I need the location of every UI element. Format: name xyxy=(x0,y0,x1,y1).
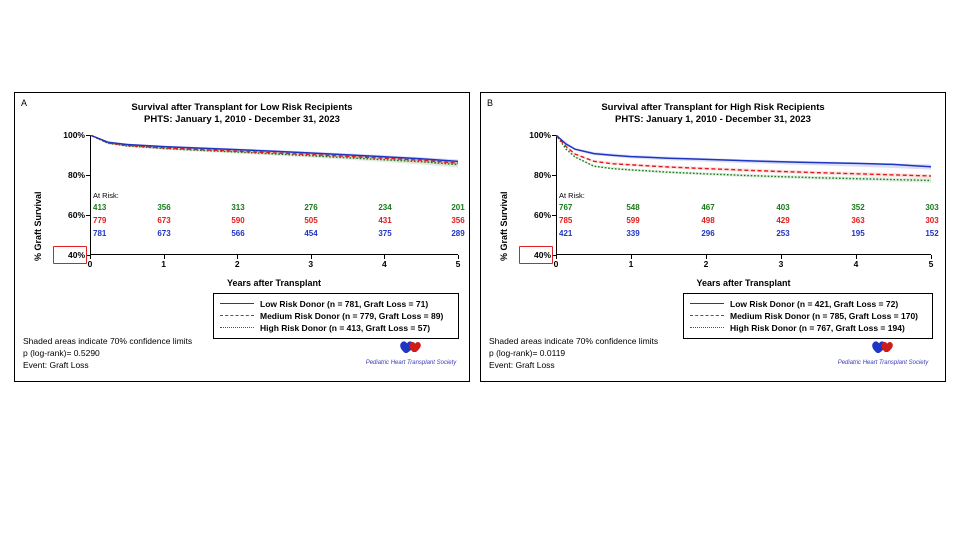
legend-item-medium-risk-donor xyxy=(690,310,925,322)
panel-a-legend xyxy=(213,293,459,339)
at-risk-value: 454 xyxy=(304,229,318,238)
panel-a-ytick-80: 80% xyxy=(67,170,85,180)
panel-b-y-axis-label: % Graft Survival xyxy=(499,191,509,261)
panel-b-x-axis-label: Years after Transplant xyxy=(696,278,791,288)
at-risk-value: 253 xyxy=(776,229,790,238)
panel-b-legend xyxy=(683,293,933,339)
at-risk-value: 363 xyxy=(851,216,865,225)
at-risk-value: 413 xyxy=(93,203,107,212)
panel-a-highlight-40-box xyxy=(53,246,87,264)
panel-b xyxy=(480,92,946,382)
at-risk-value: 599 xyxy=(626,216,640,225)
at-risk-value: 673 xyxy=(157,229,171,238)
at-risk-value: 352 xyxy=(851,203,865,212)
panel-b-curves xyxy=(556,135,931,255)
panel-b-ytick-40: 40% xyxy=(533,250,551,260)
panel-a-title-line1: Survival after Transplant for Low Risk Recipients xyxy=(131,102,353,113)
panel-b-title-line2: PHTS: January 1, 2010 - December 31, 2023 xyxy=(615,114,811,125)
panel-b-at-risk-label: At Risk: xyxy=(559,191,585,200)
footnote-shaded-areas: Shaded areas indicate 70% confidence limits xyxy=(23,336,193,346)
at-risk-value: 498 xyxy=(701,216,715,225)
panel-a-xtick-3: 3 xyxy=(308,259,314,269)
footnote-p-value: p (log-rank)= 0.5290 xyxy=(23,348,100,358)
at-risk-value: 289 xyxy=(451,229,465,238)
panel-a-at-risk-label: At Risk: xyxy=(93,191,119,200)
panel-b-highlight-40-box xyxy=(519,246,553,264)
at-risk-value: 779 xyxy=(93,216,107,225)
at-risk-value: 339 xyxy=(626,229,640,238)
phts-logo-text: Pediatric Heart Transplant Society xyxy=(837,360,929,366)
legend-label: Medium Risk Donor (n = 779, Graft Loss = 89) xyxy=(260,311,444,321)
panel-b-ytick-80: 80% xyxy=(533,170,551,180)
legend-label: Low Risk Donor (n = 781, Graft Loss = 71) xyxy=(260,299,429,309)
at-risk-value: 673 xyxy=(157,216,171,225)
panel-b-title-line1: Survival after Transplant for High Risk Recipients xyxy=(601,102,825,113)
legend-label: Low Risk Donor (n = 421, Graft Loss = 72) xyxy=(730,299,899,309)
at-risk-value: 195 xyxy=(851,229,865,238)
panel-b-xtick-1: 1 xyxy=(628,259,634,269)
legend-item-high-risk-donor xyxy=(220,322,451,334)
panel-b-letter: B xyxy=(487,98,494,108)
legend-item-high-risk-donor xyxy=(690,322,925,334)
panel-b-xtick-3: 3 xyxy=(778,259,784,269)
footnote-p-value: p (log-rank)= 0.0119 xyxy=(489,348,566,358)
at-risk-value: 566 xyxy=(231,229,245,238)
legend-item-medium-risk-donor xyxy=(220,310,451,322)
panel-a-xtick-0: 0 xyxy=(87,259,93,269)
at-risk-value: 781 xyxy=(93,229,107,238)
panel-a-title-line2: PHTS: January 1, 2010 - December 31, 2023 xyxy=(144,114,340,125)
at-risk-value: 296 xyxy=(701,229,715,238)
panel-b-footnotes xyxy=(489,335,658,371)
panel-b-xtick-2: 2 xyxy=(703,259,709,269)
at-risk-value: 375 xyxy=(378,229,392,238)
at-risk-value: 767 xyxy=(559,203,573,212)
panel-a-phts-logo xyxy=(355,337,467,366)
panel-a-ytick-60: 60% xyxy=(67,210,85,220)
panel-a xyxy=(14,92,470,382)
at-risk-value: 152 xyxy=(925,229,939,238)
at-risk-value: 234 xyxy=(378,203,392,212)
legend-label: High Risk Donor (n = 413, Graft Loss = 57) xyxy=(260,323,431,333)
at-risk-value: 403 xyxy=(776,203,790,212)
at-risk-value: 785 xyxy=(559,216,573,225)
at-risk-value: 356 xyxy=(451,216,465,225)
at-risk-value: 467 xyxy=(701,203,715,212)
panel-a-curves xyxy=(90,135,458,255)
panel-a-footnotes xyxy=(23,335,192,371)
panel-a-ytick-100: 100% xyxy=(63,130,85,140)
panel-a-xtick-1: 1 xyxy=(161,259,166,269)
panel-b-xtick-0: 0 xyxy=(553,259,559,269)
at-risk-value: 313 xyxy=(231,203,245,212)
at-risk-value: 548 xyxy=(626,203,640,212)
at-risk-value: 429 xyxy=(776,216,790,225)
at-risk-value: 356 xyxy=(157,203,171,212)
legend-label: High Risk Donor (n = 767, Graft Loss = 194) xyxy=(730,323,905,333)
panel-b-ytick-60: 60% xyxy=(533,210,551,220)
panel-a-xtick-5: 5 xyxy=(455,259,461,269)
at-risk-value: 505 xyxy=(304,216,318,225)
legend-item-low-risk-donor xyxy=(690,298,925,310)
heart-icon xyxy=(827,337,939,359)
panel-a-y-axis-label: % Graft Survival xyxy=(33,191,43,261)
panel-b-ytick-100: 100% xyxy=(529,130,551,140)
footnote-event: Event: Graft Loss xyxy=(489,360,555,370)
legend-item-low-risk-donor xyxy=(220,298,451,310)
at-risk-value: 303 xyxy=(925,203,939,212)
phts-heart-icon xyxy=(870,337,896,355)
panel-b-xtick-4: 4 xyxy=(853,259,859,269)
phts-heart-icon xyxy=(398,337,424,355)
panel-a-ytick-40: 40% xyxy=(67,250,85,260)
panel-a-plot-area xyxy=(63,130,461,269)
panel-b-phts-logo xyxy=(827,337,939,366)
footnote-event: Event: Graft Loss xyxy=(23,360,89,370)
panel-a-xtick-4: 4 xyxy=(382,259,387,269)
at-risk-value: 421 xyxy=(559,229,573,238)
at-risk-value: 201 xyxy=(451,203,465,212)
panel-a-x-axis-label: Years after Transplant xyxy=(226,278,322,288)
panel-a-xtick-2: 2 xyxy=(234,259,240,269)
panel-a-title xyxy=(15,102,469,126)
footnote-shaded-areas: Shaded areas indicate 70% confidence limits xyxy=(489,336,659,346)
at-risk-value: 431 xyxy=(378,216,392,225)
at-risk-value: 590 xyxy=(231,216,245,225)
heart-icon xyxy=(355,337,467,359)
panel-a-letter: A xyxy=(21,98,28,108)
panel-b-xtick-5: 5 xyxy=(928,259,934,269)
legend-label: Medium Risk Donor (n = 785, Graft Loss = 170) xyxy=(730,311,918,321)
at-risk-value: 276 xyxy=(304,203,318,212)
at-risk-value: 303 xyxy=(925,216,939,225)
phts-logo-text: Pediatric Heart Transplant Society xyxy=(365,360,457,366)
panel-b-title xyxy=(481,102,945,126)
